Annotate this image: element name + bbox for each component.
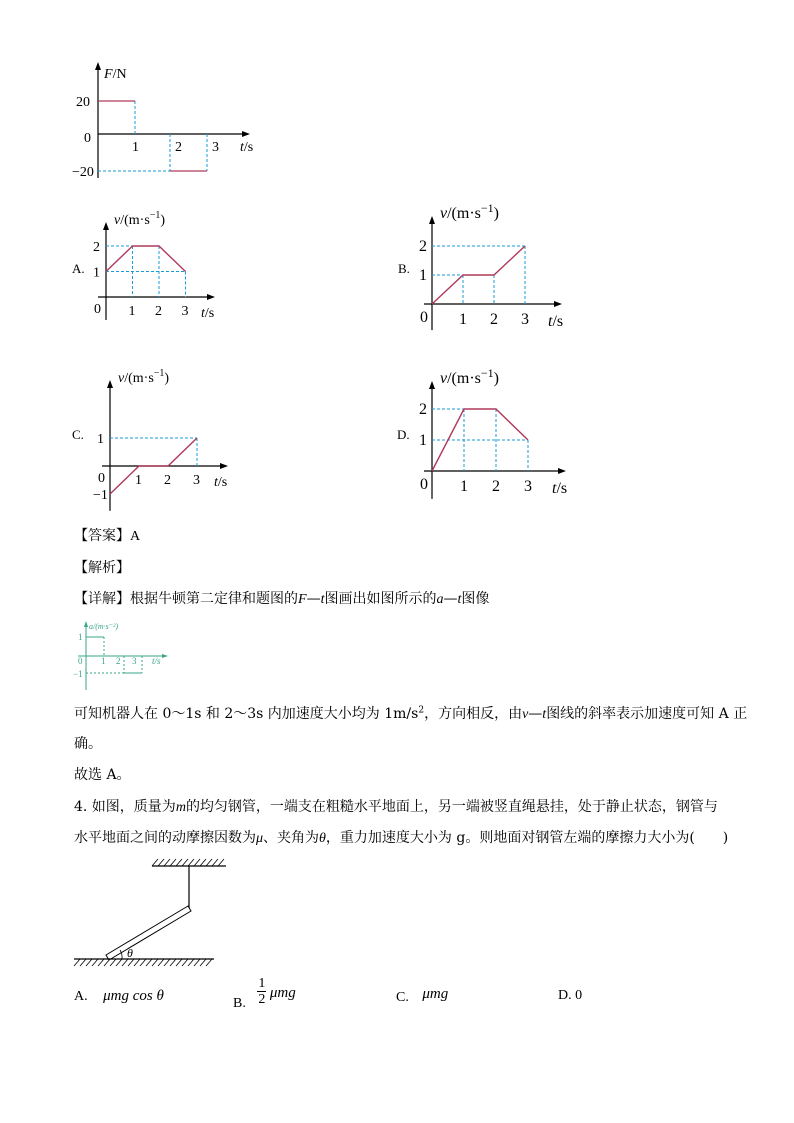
opt-a-letter: A.: [72, 261, 85, 276]
a-tick-neg1: −1: [73, 669, 83, 679]
opt-d-letter: D.: [397, 427, 410, 442]
f-y-tick-0: 0: [84, 131, 91, 146]
opt-c-x-tick-2: 2: [164, 473, 171, 488]
detail-f: F: [298, 592, 307, 607]
conclusion-t: t: [542, 707, 547, 722]
ceiling-hatch: [152, 859, 224, 866]
opt-b-y-label: $v/(m\cdot s^{-1})$: [440, 201, 499, 222]
detail-a: a: [436, 592, 444, 607]
f-x-label: t/s: [240, 140, 254, 155]
opt-b-x-tick-1: 1: [459, 311, 467, 328]
q4-option-b-num: 1: [258, 976, 266, 991]
q4-option-c-expr: μmg: [422, 986, 449, 1002]
opt-c-x-tick-3: 3: [193, 473, 200, 488]
conclusion-line-2: 确。: [74, 736, 102, 752]
f-y-label: F/N: [104, 67, 127, 82]
f-x-tick-2: 2: [175, 140, 182, 155]
opt-a-x-tick-1: 1: [128, 304, 136, 319]
f-y-tick-20: 20: [76, 95, 90, 110]
a-xtick-2: 2: [116, 656, 121, 666]
opt-a-x-tick-3: 3: [181, 304, 189, 319]
opt-d-x-tick-2: 2: [492, 478, 500, 495]
q4-option-d-label: D.: [558, 988, 572, 1003]
opt-c-y-label: $v/(m\cdot s^{-1})$: [118, 368, 170, 386]
conclusion-v: v: [522, 707, 529, 722]
answer-tag: 【答案】: [74, 528, 130, 544]
q4-option-a-label: A.: [74, 989, 88, 1004]
opt-c-y-tick-neg1: −1: [93, 488, 108, 503]
detail-tag: 【详解】: [74, 591, 130, 607]
opt-a-x-label: t/s: [201, 306, 215, 321]
q4-option-a-expr: μmg cos θ: [103, 988, 164, 1004]
f-y-tick-neg20: −20: [72, 165, 94, 180]
detail-text-2: 图画出如图所示的: [324, 591, 437, 607]
opt-d-y-tick-2: 2: [419, 401, 427, 418]
opt-b-origin: 0: [420, 309, 428, 326]
q4-text-e: ，重力加速度大小为 g。则地面对钢管左端的摩擦力大小为( ): [325, 830, 729, 846]
a-xtick-3: 3: [132, 656, 137, 666]
opt-a-origin: 0: [94, 302, 101, 317]
a-y-label: a/(m·s⁻²): [89, 622, 119, 631]
q4-option-c-label: C.: [396, 990, 409, 1005]
conclusion-sup: 2: [418, 705, 425, 716]
opt-b-x-label: t/s: [548, 313, 564, 330]
opt-c-x-tick-1: 1: [135, 473, 142, 488]
opt-b-y-tick-1: 1: [419, 267, 427, 284]
opt-c-x-label: t/s: [214, 475, 228, 490]
f-x-tick-1: 1: [132, 140, 139, 155]
q4-text-b: 的均匀钢管，一端支在粗糙水平地面上，另一端被竖直绳悬挂，处于静止状态，钢管与: [185, 799, 718, 815]
q4-option-b-expr: μmg: [269, 984, 296, 1001]
conclusion-text-c: 图线的斜率表示加速度可知 A 正: [546, 706, 748, 722]
detail-text-1: 根据牛顿第二定律和题图的: [130, 591, 298, 607]
detail-t-2: t: [457, 592, 462, 607]
conclusion-text-a: 可知机器人在 0～1s 和 2～3s 内加速度大小均为 1m/s: [74, 706, 419, 722]
opt-a-y-label: $v/(m\cdot s^{-1})$: [114, 210, 166, 228]
opt-c-origin: 0: [98, 471, 105, 486]
conclusion-line-3: 故选 A。: [74, 767, 131, 783]
q4-option-b-den: 2: [258, 992, 266, 1007]
answer-value: A: [130, 529, 141, 544]
opt-d-y-tick-1: 1: [419, 432, 427, 449]
opt-b-letter: B.: [398, 261, 410, 276]
a-tick-0: 0: [78, 656, 83, 666]
q4-text-a: 4. 如图，质量为: [74, 799, 176, 815]
q4-mu: μ: [256, 831, 264, 846]
opt-d-x-tick-3: 3: [524, 478, 532, 495]
opt-c-y-tick-1: 1: [97, 432, 104, 447]
q4-option-d[interactable]: [558, 988, 582, 1004]
q4-m: m: [175, 800, 186, 815]
opt-c-letter: C.: [72, 427, 84, 442]
q4-text-d: 、夹角为: [263, 830, 320, 846]
a-tick-1: 1: [78, 632, 83, 642]
detail-dash-1: —: [306, 591, 321, 607]
q4-option-b[interactable]: [233, 976, 296, 1011]
opt-d-y-label: $v/(m\cdot s^{-1})$: [440, 366, 499, 387]
opt-a-y-tick-2: 2: [93, 240, 100, 255]
q4-option-c[interactable]: [396, 986, 448, 1003]
conclusion-dash: —: [528, 706, 543, 722]
opt-b-x-tick-2: 2: [490, 311, 498, 328]
opt-b-x-tick-3: 3: [521, 311, 529, 328]
opt-d-x-tick-1: 1: [460, 478, 468, 495]
a-xtick-1: 1: [101, 656, 106, 666]
q4-theta: θ: [319, 831, 326, 846]
opt-a-y-tick-1: 1: [93, 265, 100, 281]
conclusion-text-b: ，方向相反，由: [424, 706, 523, 722]
f-x-tick-3: 3: [212, 140, 219, 155]
opt-d-x-label: t/s: [552, 480, 568, 497]
analysis-heading: 【解析】: [74, 560, 130, 576]
detail-dash-2: —: [443, 591, 458, 607]
q4-option-b-frac: [257, 976, 266, 1007]
q4-text-c: 水平地面之间的动摩擦因数为: [74, 830, 256, 846]
detail-text-3: 图像: [461, 591, 490, 607]
q4-option-a[interactable]: [74, 988, 164, 1005]
q4-option-b-label: B.: [233, 995, 246, 1011]
steel-pipe: [106, 906, 191, 960]
opt-a-x-tick-2: 2: [155, 304, 162, 319]
q4-option-d-expr: 0: [575, 988, 583, 1003]
ground-hatch: [74, 959, 212, 966]
detail-t-1: t: [320, 592, 325, 607]
angle-label: θ: [127, 946, 133, 960]
a-x-label: t/s: [152, 656, 161, 666]
opt-d-origin: 0: [420, 476, 428, 493]
opt-b-y-tick-2: 2: [419, 238, 427, 255]
